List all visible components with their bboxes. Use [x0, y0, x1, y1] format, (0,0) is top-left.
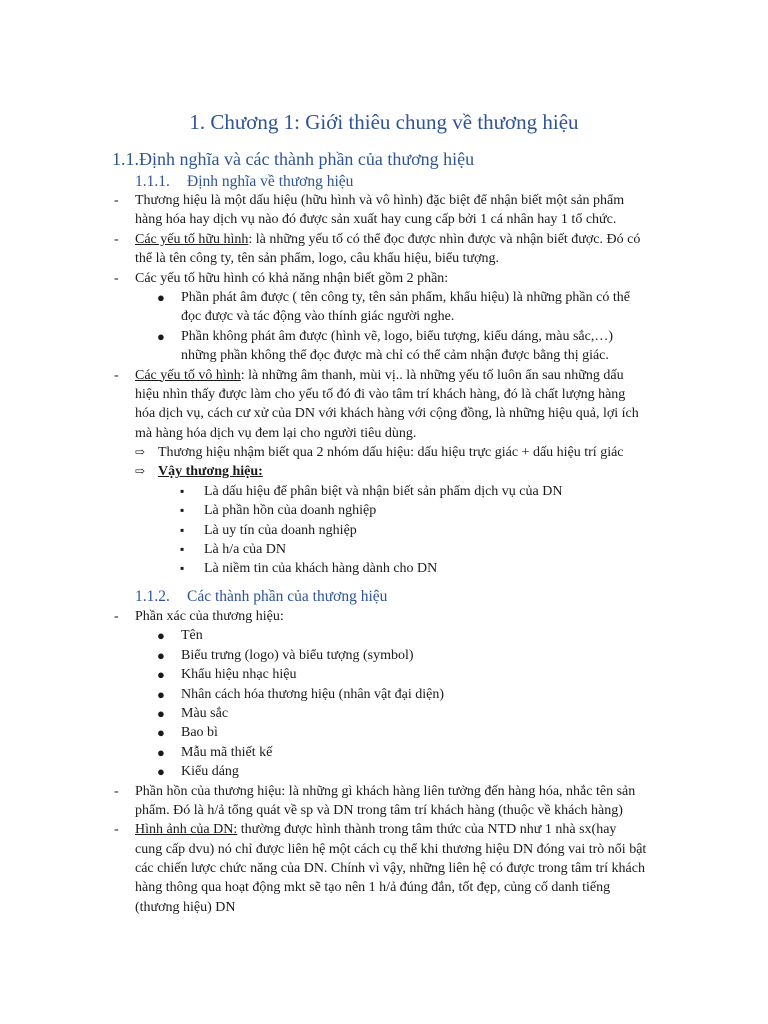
chapter-heading: 1. Chương 1: Giới thiêu chung về thương hiệu: [189, 110, 579, 134]
text-line: - Phần xác của thương hiệu:: [114, 609, 284, 624]
text-line: (thương hiệu) DN: [135, 899, 236, 915]
text-line: hiệu nhìn thấy được làm cho yếu tố đó đi vào tâm trí khách hàng, đó là chất lượng hàng: [135, 386, 626, 402]
text-line: thể là tên công ty, tên sản phẩm, logo, câu khẩu hiệu, biểu tượng.: [135, 251, 499, 267]
text-line: mà hàng hóa dịch vụ đem lại cho người tiêu dùng.: [135, 425, 417, 441]
text-line: - Phần hồn của thương hiệu: là những gì khách hàng liên tưởng đến hàng hóa, nhắc tên sản: [114, 783, 636, 799]
subsection-heading-1-1-1: [135, 172, 353, 192]
square-bullet-item: ▪ Là phần hồn của doanh nghiệp: [180, 503, 377, 519]
text-line: - Các yếu tố hữu hình có khả năng nhận biết gồm 2 phần:: [114, 270, 449, 286]
bullet-item: ● Nhân cách hóa thương hiệu (nhân vật đại diện): [157, 686, 445, 702]
subsection-title: Định nghĩa về thương hiệu: [187, 173, 354, 190]
arrow-icon: ⇨: [135, 464, 146, 479]
subsection-heading-1-1-2: [135, 587, 387, 607]
bullet-item: ● Tên: [157, 628, 203, 644]
section-heading: 1.1.Định nghĩa và các thành phần của thương hiệu: [112, 149, 475, 169]
square-bullet-item: ▪ Là uy tín của doanh nghiệp: [180, 522, 357, 538]
arrow-icon: ⇨: [135, 445, 146, 460]
square-bullet-item: ▪ Là h/a của DN: [180, 542, 287, 558]
term-intangible: Các yếu tố vô hình: [135, 367, 241, 383]
term-tangible: Các yếu tố hữu hình: [135, 231, 249, 247]
text-line: các chiến lược chức năng của DN. Chính vì vậy, những liên hệ có được trong tâm trí khách: [135, 861, 645, 877]
definition-block: [0, 191, 768, 579]
subsection-title: Các thành phần của thương hiệu: [187, 588, 388, 605]
square-bullet-item: ▪ Là dấu hiệu để phân biệt và nhận biết sản phẩm dịch vụ của DN: [180, 483, 563, 499]
bullet-item: ● Kiểu dáng: [157, 764, 239, 780]
text-line: - Hình ảnh của DN: thường được hình thành trong tâm thức của NTD như 1 nhà sx(hay: [114, 822, 617, 838]
text-line: hàng thông qua hoạt động mkt sẽ tạo nên 1 h/ả đúng đắn, tốt đẹp, củng cố danh tiếng: [135, 880, 611, 896]
text-line: - Các yếu tố vô hình: là những âm thanh, mùi vị.. là những yếu tố luôn ẩn sau những dấu: [114, 367, 624, 383]
square-bullet-item: ▪ Là niềm tin của khách hàng dành cho DN: [180, 561, 438, 577]
bullet-item: ● Khẩu hiệu nhạc hiệu: [157, 667, 297, 683]
bullet-item: ● Phần không phát âm được (hình vẽ, logo, biểu tượng, kiểu dáng, màu sắc,…): [157, 328, 614, 344]
arrow-item: ⇨ Thương hiệu nhậm biết qua 2 nhóm dấu hiệu: dấu hiệu trực giác + dấu hiệu trí giác: [0, 443, 768, 462]
arrow-item: ⇨ Vậy thương hiệu:: [0, 462, 768, 481]
bullet-item: ● Màu sắc: [157, 705, 229, 721]
text-line: những phần không thể đọc được mà chỉ có thể cảm nhận được bằng thị giác.: [181, 348, 609, 364]
bullet-item: ● Biểu trưng (logo) và biểu tượng (symbol): [157, 647, 414, 663]
subsection-number: 1.1.1.: [135, 173, 170, 190]
bullet-item: ● Phần phát âm được ( tên công ty, tên sản phẩm, khẩu hiệu) là những phần có thể: [157, 289, 630, 305]
components-block: [0, 607, 768, 917]
text-line: - Thương hiệu là một dấu hiệu (hữu hình và vô hình) đặc biệt để nhận biết một sản phẩm: [114, 193, 625, 208]
bullet-item: ● Bao bì: [157, 725, 218, 741]
text-line: - Các yếu tố hữu hình: là những yếu tố có thể đọc được nhìn được và nhận biết được. Đó có: [114, 231, 641, 247]
text-line: hàng hóa hay dịch vụ nào đó được sản xuất hay cung cấp bởi 1 cá nhân hay 1 tổ chức.: [135, 212, 617, 228]
text-line: phẩm. Đó là h/ả tổng quát về sp và DN trong tâm trí khách hàng (thuộc về khách hàng): [135, 802, 623, 818]
term-image: Hình ảnh của DN:: [135, 822, 238, 838]
subsection-number: 1.1.2.: [135, 588, 170, 605]
text-line: cung cấp dvu) nó chỉ được liên hệ một cách cụ thể khi thương hiệu DN đóng vai trò nổi bật: [135, 841, 647, 857]
text-line: đọc được và tác động vào thính giác người nghe.: [181, 309, 455, 325]
bullet-item: ● Mẫu mã thiết kế: [157, 744, 273, 760]
text-line: hóa dịch vụ, cách cư xử của DN với khách hàng với cộng đồng, là những hiệu quả, lợi ích: [135, 406, 639, 422]
